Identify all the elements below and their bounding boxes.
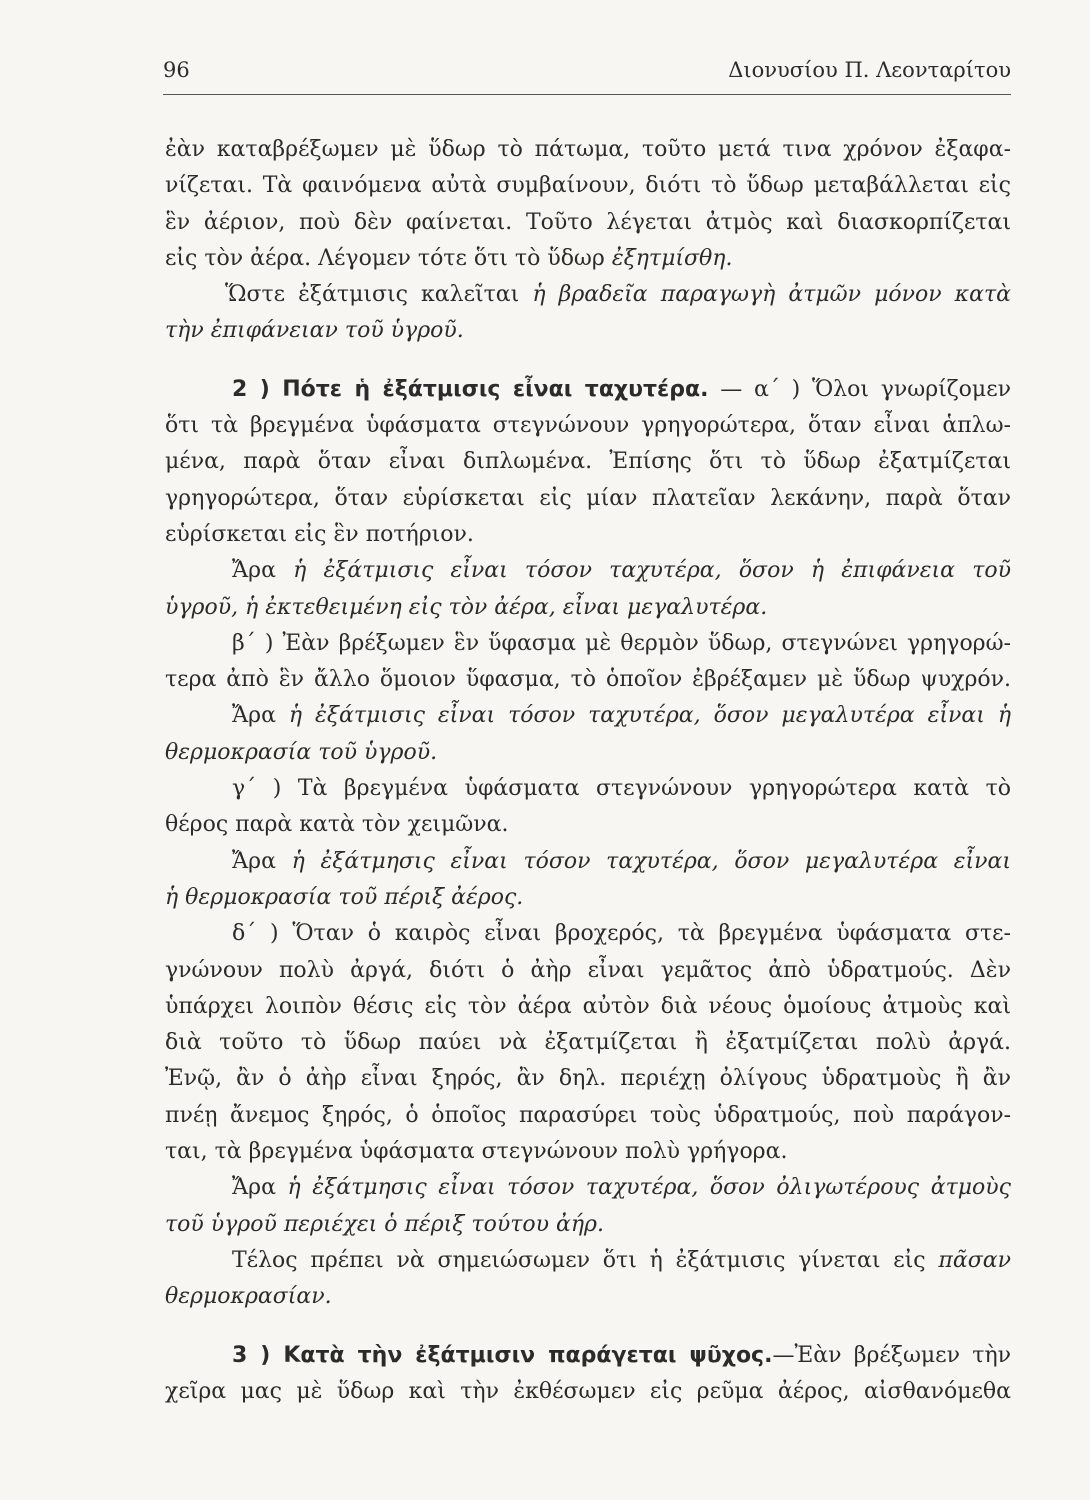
text-run: Ἄρα	[232, 703, 289, 729]
text-line	[165, 1134, 1011, 1170]
text-run: Ἐνῷ, ἂν ὁ ἀὴρ εἶναι ξηρός, ἂν δηλ. περιέχῃ ὀλίγους ὑδρατμοὺς ἢ ἂν	[165, 1066, 1011, 1092]
text-line	[165, 1338, 1011, 1374]
text-line	[165, 807, 1011, 843]
text-run: ται, τὰ βρεγμένα ὑφάσματα στεγνώνουν πολὺ γρήγορα.	[165, 1139, 788, 1165]
text-line	[165, 662, 1011, 698]
text-run: μένα, παρὰ ὅταν εἶναι διπλωμένα. Ἐπίσης ὅτι τὸ ὕδωρ ἐξατμίζεται	[165, 449, 1011, 475]
text-line	[165, 1207, 1011, 1243]
page-number: 96	[163, 58, 190, 82]
emphasis-text: ἡ θερμοκρασία τοῦ πέριξ ἀέρος.	[165, 884, 524, 910]
text-run: Ἄρα	[232, 848, 292, 874]
emphasis-text: ἡ ἐξάτμισις εἶναι τόσον ταχυτέρα, ὅσον μεγαλυτέρα εἶναι ἡ	[288, 703, 1011, 729]
header-rule	[163, 94, 1011, 95]
text-run: γρηγορώτερα, ὅταν εὑρίσκεται εἰς μίαν πλατεῖαν λεκάνην, παρὰ ὅταν	[165, 485, 1011, 511]
paragraph-gap	[165, 350, 1011, 372]
emphasis-text: ἡ ἐξάτμησις εἶναι τόσον ταχυτέρα, ὅσον ὀλιγωτέρους ἀτμοὺς	[287, 1175, 1011, 1201]
text-line	[165, 590, 1011, 626]
text-run: γνώνουν πολὺ ἀργά, διότι ὁ ἀὴρ εἶναι γεμᾶτος ἀπὸ ὑδρατμούς. Δὲν	[165, 957, 1011, 983]
text-line	[165, 1243, 1011, 1279]
page-header	[163, 58, 1011, 88]
text-line	[165, 953, 1011, 989]
text-line	[165, 553, 1011, 589]
text-line	[165, 844, 1011, 880]
text-line	[165, 444, 1011, 480]
text-run: —Ἐὰν βρέξωμεν τὴν	[772, 1342, 1011, 1368]
text-run: χεῖρα μας μὲ ὕδωρ καὶ τὴν ἐκθέσωμεν εἰς ρεῦμα ἀέρος, αἰσθανόμεθα	[165, 1378, 1011, 1404]
text-line	[165, 132, 1011, 168]
text-run: ἓν ἀέριον, ποὺ δὲν φαίνεται. Τοῦτο λέγεται ἀτμὸς καὶ διασκορπίζεται	[165, 209, 1011, 235]
text-run: τερα ἀπὸ ἓν ἄλλο ὅμοιον ὕφασμα, τὸ ὁποῖον ἐβρέξαμεν μὲ ὕδωρ ψυχρόν.	[165, 667, 1011, 693]
text-run: ἐὰν καταβρέξωμεν μὲ ὕδωρ τὸ πάτωμα, τοῦτο μετά τινα χρόνον ἐξαφα-	[165, 137, 1011, 162]
text-run: νίζεται. Τὰ φαινόμενα αὐτὰ συμβαίνουν, διότι τὸ ὕδωρ μεταβάλλεται εἰς	[165, 173, 1011, 199]
body-text	[165, 132, 1011, 1410]
text-line	[165, 1374, 1011, 1410]
text-line	[165, 698, 1011, 734]
emphasis-text: ἡ ἐξάτμισις εἶναι τόσον ταχυτέρα, ὅσον ἡ ἐπιφάνεια τοῦ	[293, 558, 1011, 584]
text-line	[165, 916, 1011, 952]
text-run: Ἄρα	[232, 1175, 288, 1201]
text-line	[165, 241, 1011, 277]
emphasis-text: θερμοκρασία τοῦ ὑγροῦ.	[165, 739, 438, 765]
text-run: — α΄ ) Ὅλοι γνωρίζομεν	[708, 376, 1011, 402]
text-run: ὑπάρχει λοιπὸν θέσις εἰς τὸν ἀέρα αὐτὸν διὰ νέους ὁμοίους ἀτμοὺς καὶ	[165, 993, 1011, 1019]
text-line	[165, 277, 1011, 313]
text-line	[165, 626, 1011, 662]
text-run: θέρος παρὰ κατὰ τὸν χειμῶνα.	[165, 812, 509, 838]
emphasis-text: ἐξητμίσθη.	[611, 245, 733, 271]
running-head: Διονυσίου Π. Λεονταρίτου	[728, 58, 1011, 82]
emphasis-text: τὴν ἐπιφάνειαν τοῦ ὑγροῦ.	[165, 318, 464, 344]
text-line	[165, 517, 1011, 553]
text-run: Ἄρα	[232, 558, 294, 584]
text-run: πνέῃ ἄνεμος ξηρός, ὁ ὁποῖος παρασύρει τοὺς ὑδρατμούς, ποὺ παράγον-	[165, 1102, 1011, 1128]
text-line	[165, 735, 1011, 771]
emphasis-text: θερμοκρασίαν.	[165, 1284, 332, 1310]
emphasis-text: πᾶσαν	[938, 1247, 1011, 1273]
text-run: διὰ τοῦτο τὸ ὕδωρ παύει νὰ ἐξατμίζεται ἢ ἐξατμίζεται πολὺ ἀργά.	[165, 1030, 1011, 1056]
text-line	[165, 880, 1011, 916]
text-line	[165, 989, 1011, 1025]
text-run: β΄ ) Ἐὰν βρέξωμεν ἓν ὕφασμα μὲ θερμὸν ὕδωρ, στεγνώνει γρηγορώ-	[232, 630, 1011, 656]
text-run: Τέλος πρέπει νὰ σημειώσωμεν ὅτι ἡ ἐξάτμισις γίνεται εἰς	[232, 1247, 939, 1273]
text-line	[165, 168, 1011, 204]
emphasis-text: ἡ βραδεῖα παραγωγὴ ἀτμῶν μόνον κατὰ	[532, 282, 1011, 308]
text-run: εἰς τὸν ἀέρα. Λέγομεν τότε ὅτι τὸ ὕδωρ	[165, 245, 612, 271]
text-run: εὑρίσκεται εἰς ἓν ποτήριον.	[165, 521, 474, 547]
emphasis-text: τοῦ ὑγροῦ περιέχει ὁ πέριξ τούτου ἀήρ.	[165, 1211, 604, 1237]
text-line	[165, 481, 1011, 517]
text-line	[165, 408, 1011, 444]
text-line	[165, 771, 1011, 807]
text-run: Ὥστε ἐξάτμισις καλεῖται	[225, 282, 533, 308]
text-line	[165, 313, 1011, 349]
text-line	[165, 372, 1011, 408]
paragraph-gap	[165, 1316, 1011, 1338]
emphasis-text: ὑγροῦ, ἡ ἐκτεθειμένη εἰς τὸν ἀέρα, εἶναι μεγαλυτέρα.	[165, 594, 768, 620]
text-line	[165, 1025, 1011, 1061]
text-run: γ΄ ) Τὰ βρεγμένα ὑφάσματα στεγνώνουν γρηγορώτερα κατὰ τὸ	[232, 776, 1011, 802]
text-run: δ΄ ) Ὅταν ὁ καιρὸς εἶναι βροχερός, τὰ βρεγμένα ὑφάσματα στε-	[232, 921, 1011, 947]
text-line	[165, 1170, 1011, 1206]
text-line	[165, 1098, 1011, 1134]
text-line	[165, 205, 1011, 241]
section-heading: 3 ) Κατὰ τὴν ἐξάτμισιν παράγεται ψῦχος.	[232, 1342, 773, 1368]
section-heading: 2 ) Πότε ἡ ἐξάτμισις εἶναι ταχυτέρα.	[232, 376, 709, 402]
text-line	[165, 1061, 1011, 1097]
emphasis-text: ἡ ἐξάτμησις εἶναι τόσον ταχυτέρα, ὅσον μεγαλυτέρα εἶναι	[291, 848, 1011, 874]
text-line	[165, 1279, 1011, 1315]
text-run: ὅτι τὰ βρεγμένα ὑφάσματα στεγνώνουν γρηγορώτερα, ὅταν εἶναι ἁπλω-	[165, 413, 1011, 439]
